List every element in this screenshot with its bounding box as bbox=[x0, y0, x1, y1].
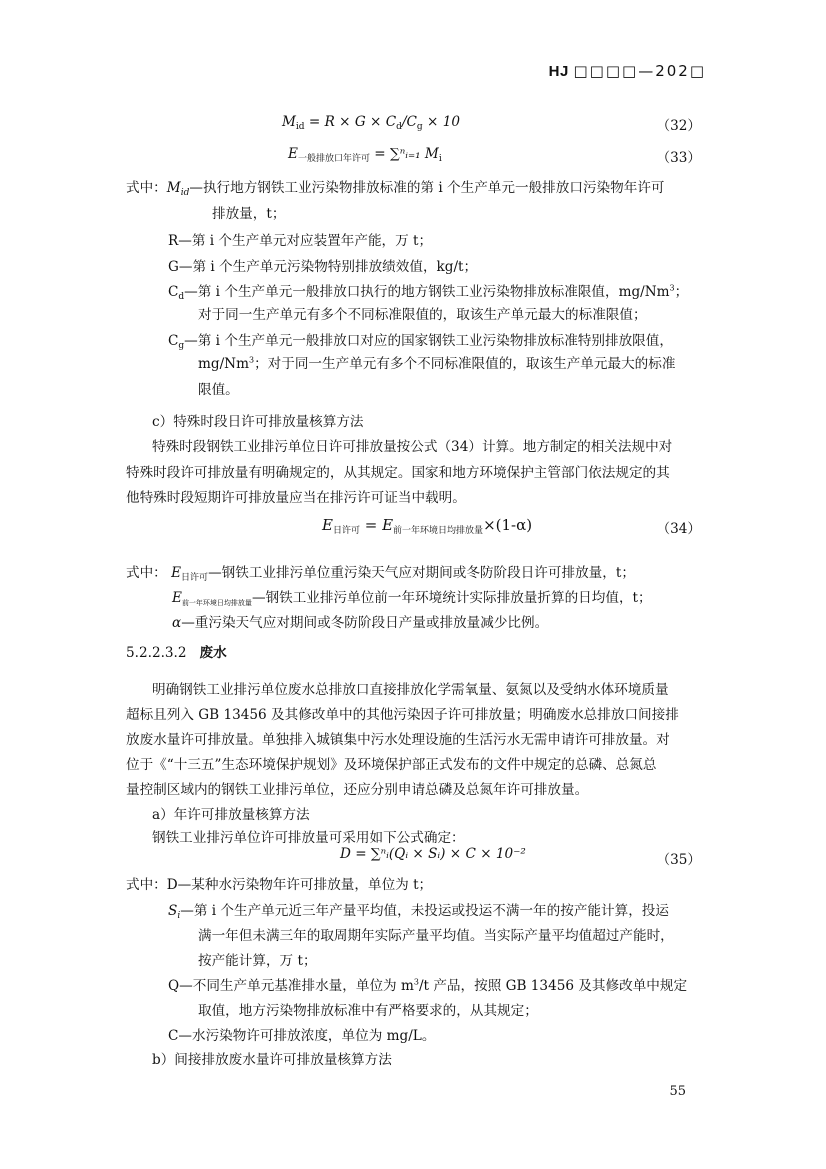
paragraph-line: 位于《“十三五”生态环境保护规划》及环境保护部正式发布的文件中规定的总磷、总氮总 bbox=[126, 757, 657, 773]
definition-alpha: α—重污染天气应对期间或冬防阶段日产量或排放量减少比例。 bbox=[172, 615, 549, 631]
subsection-a-title: a）年许可排放量核算方法 bbox=[152, 807, 310, 823]
subsection-b-title: b）间接排放废水量许可排放量核算方法 bbox=[152, 1052, 392, 1068]
header-standard: □□□□—202□ bbox=[573, 62, 706, 80]
definition-q: Q—不同生产单元基准排水量，单位为 $m^3/t$ 产品，按照 GB 13456 及其修改单中规定 bbox=[168, 977, 688, 994]
definition-s-cont2: 按产能计算，万 t； bbox=[198, 953, 317, 969]
equation-number: （35） bbox=[656, 852, 701, 868]
definition-e-prev: $E_{前一年环境日均排放量}—$钢铁工业排污单位前一年环境统计实际排放量折算的日均值，t； bbox=[172, 590, 652, 607]
equation-33: $E_{一般排放口年许可}$ = ∑ⁿᵢ₌₁ $M_i$ bbox=[288, 146, 442, 164]
definition-g: G—第 i 个生产单元污染物特别排放绩效值，kg/t； bbox=[168, 259, 478, 275]
definition-s-cont: 满一年但未满三年的取周期年实际产量平均值。当实际产量平均值超过产能时， bbox=[198, 928, 674, 944]
document-header bbox=[549, 62, 706, 80]
definition-c: C—水污染物许可排放浓度，单位为 mg/L。 bbox=[168, 1028, 436, 1044]
equation-35: D = ∑ⁿᵢ(Qᵢ × Sᵢ) × C × 10⁻² bbox=[340, 846, 526, 862]
definition-cd: $C_d—$第 i 个生产单元一般排放口执行的地方钢铁工业污染物排放标准限值，mg/Nm$^3$； bbox=[168, 283, 689, 302]
definition-cg-cont: mg/Nm$^3$；对于同一生产单元有多个不同标准限值的，取该生产单元最大的标准 bbox=[198, 355, 676, 372]
paragraph-line: 他特殊时段短期许可排放量应当在排污许可证当中载明。 bbox=[126, 490, 466, 506]
paragraph-line: 放废水量许可排放量。单独排入城镇集中污水处理设施的生活污水无需申请许可排放量。对 bbox=[126, 732, 670, 748]
paragraph-line: 超标且列入 GB 13456 及其修改单中的其他污染因子许可排放量；明确废水总排放口间接排 bbox=[126, 707, 679, 723]
definition-r: R—第 i 个生产单元对应装置年产能，万 t； bbox=[168, 233, 433, 249]
paragraph-line: 特殊时段钢铁工业排污单位日许可排放量按公式（34）计算。地方制定的相关法规中对 bbox=[152, 439, 673, 455]
paragraph-line: 量控制区域内的钢铁工业排污单位，还应分别申请总磷及总氮年许可排放量。 bbox=[126, 782, 589, 798]
paragraph-line: 特殊时段许可排放量有明确规定的，从其规定。国家和地方环境保护主管部门依法规定的其 bbox=[126, 465, 670, 481]
section-heading: 5.2.2.3.2 废水 bbox=[126, 645, 227, 661]
equation-34: $E_{日许可} = E_{前一年环境日均排放量}\times(1-\alpha)$ bbox=[322, 516, 533, 536]
definition-e-daily: 式中： $E_{日许可}—$钢铁工业排污单位重污染天气应对期间或冬防阶段日许可排放量，t； bbox=[126, 565, 635, 583]
definition-q-cont: 取值，地方污染物排放标准中有严格要求的，从其规定； bbox=[198, 1003, 538, 1019]
definition-s: $S_i—$第 i 个生产单元近三年产量平均值，未投运或投运不满一年的按产能计算，投运 bbox=[168, 903, 669, 921]
definition-mid-cont: 排放量，t； bbox=[212, 206, 286, 222]
subsection-c-title: c）特殊时段日许可排放量核算方法 bbox=[152, 414, 364, 430]
definition-cg-cont2: 限值。 bbox=[198, 382, 239, 398]
equation-number: （33） bbox=[656, 150, 701, 166]
definition-d: 式中：D—某种水污染物年许可排放量，单位为 t； bbox=[126, 877, 433, 893]
header-code: HJ bbox=[548, 63, 569, 80]
definition-mid: 式中：$M_{id}—$执行地方钢铁工业污染物排放标准的第 i 个生产单元一般排放口污染物年许可 bbox=[126, 180, 665, 198]
definition-cd-cont: 对于同一生产单元有多个不同标准限值的，取该生产单元最大的标准限值； bbox=[198, 307, 647, 323]
paragraph-line: 钢铁工业排污单位许可排放量可采用如下公式确定： bbox=[152, 830, 465, 846]
paragraph-line: 明确钢铁工业排污单位废水总排放口直接排放化学需氧量、氨氮以及受纳水体环境质量 bbox=[152, 682, 669, 698]
equation-number: （34） bbox=[656, 521, 701, 537]
equation-32: $M_{id} = R \times G \times C_d/C_g \times 10$ bbox=[282, 114, 461, 132]
definition-cg: $C_g—$第 i 个生产单元一般排放口对应的国家钢铁工业污染物排放标准特别排放限值， bbox=[168, 333, 673, 351]
page-number: 55 bbox=[669, 1084, 686, 1099]
equation-number: （32） bbox=[656, 118, 701, 134]
